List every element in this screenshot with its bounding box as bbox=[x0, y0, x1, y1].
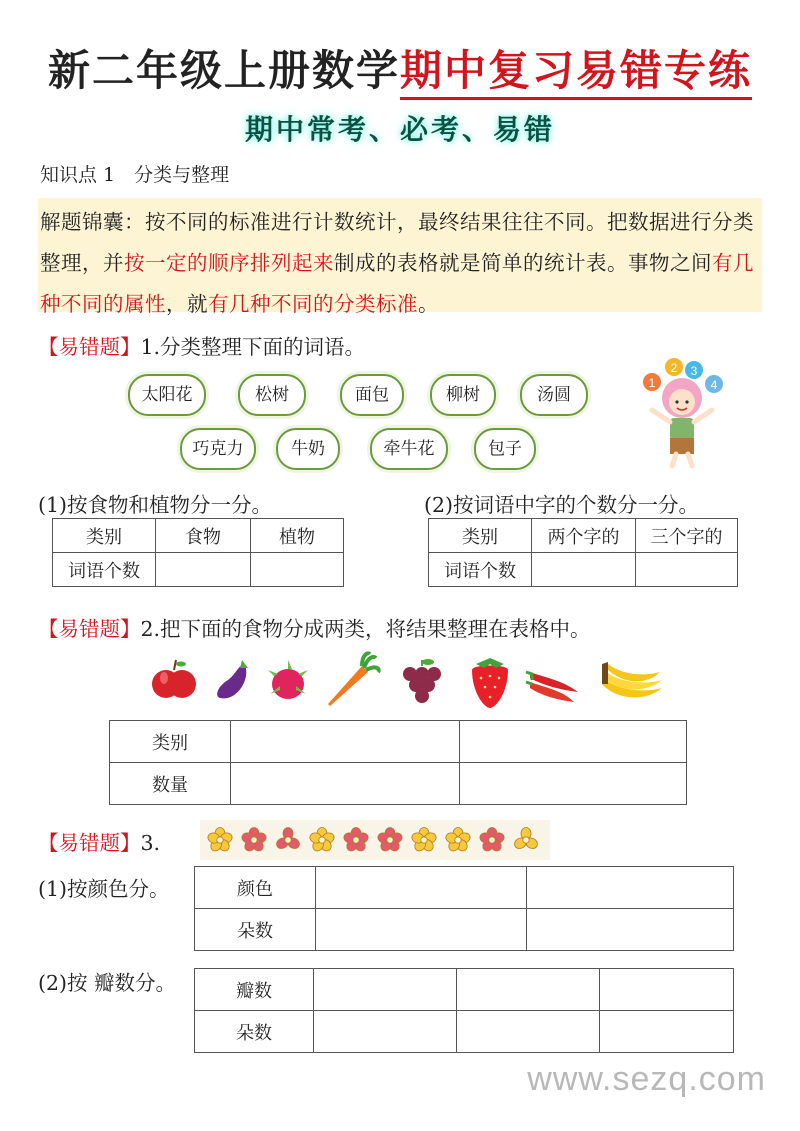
banana-icon bbox=[596, 654, 666, 706]
table-header: 类别 bbox=[53, 519, 156, 553]
flower-5-petal-icon bbox=[444, 826, 472, 854]
tip-text bbox=[40, 202, 764, 325]
word-cloud: 牛奶 bbox=[276, 428, 340, 470]
table-row-label: 瓣数 bbox=[195, 969, 314, 1011]
q3-heading bbox=[38, 826, 160, 856]
tip-part: 制成的表格就是简单的统计表。事物之间 bbox=[334, 251, 712, 275]
flower-3-petal-icon bbox=[512, 826, 540, 854]
flower-5-petal-icon bbox=[478, 826, 506, 854]
apple-icon bbox=[150, 656, 198, 704]
q1-part1-table bbox=[52, 518, 344, 587]
table-row-label: 类别 bbox=[110, 721, 231, 763]
knowledge-point-heading: 知识点 1 分类与整理 bbox=[40, 164, 230, 186]
table-row-label: 数量 bbox=[110, 763, 231, 805]
carrot-icon bbox=[322, 650, 382, 710]
table-header: 类别 bbox=[429, 519, 532, 553]
q2-tag: 【易错题】 bbox=[38, 617, 141, 641]
watermark: www.sezq.com bbox=[527, 1060, 766, 1098]
answer-cell[interactable] bbox=[527, 867, 734, 909]
answer-cell[interactable] bbox=[460, 763, 687, 805]
eggplant-icon bbox=[208, 656, 256, 704]
q3-part1-table bbox=[194, 866, 734, 951]
word-cloud: 牵牛花 bbox=[370, 428, 448, 470]
tip-highlight: 按一定的顺序排列起来 bbox=[124, 251, 334, 275]
word-cloud: 柳树 bbox=[430, 374, 496, 416]
table-row-label: 朵数 bbox=[195, 909, 316, 951]
q3-text: 3. bbox=[140, 831, 161, 855]
flower-3-petal-icon bbox=[274, 826, 302, 854]
q3-part2-label: (2)按 瓣数分。 bbox=[38, 971, 177, 995]
word-cloud: 太阳花 bbox=[128, 374, 206, 416]
page-title bbox=[0, 38, 800, 98]
q2-heading bbox=[38, 612, 591, 642]
q2-table bbox=[109, 720, 687, 805]
q1-tag: 【易错题】 bbox=[38, 335, 141, 359]
flower-strip bbox=[200, 820, 550, 860]
number-ball: 1 bbox=[648, 376, 656, 390]
word-cloud: 汤圆 bbox=[520, 374, 588, 416]
title-black: 新二年级上册数学 bbox=[47, 46, 400, 95]
word-cloud: 包子 bbox=[474, 428, 536, 470]
table-header: 两个字的 bbox=[532, 519, 636, 553]
tip-part: ，就 bbox=[166, 292, 208, 316]
q3-part2-table bbox=[194, 968, 734, 1053]
flower-5-petal-icon bbox=[410, 826, 438, 854]
q1-text: 1.分类整理下面的词语。 bbox=[140, 335, 366, 359]
answer-cell[interactable] bbox=[251, 553, 344, 587]
child-with-numbers-illustration bbox=[630, 358, 740, 470]
q1-part1-label: (1)按食物和植物分一分。 bbox=[38, 493, 273, 517]
grapes-icon bbox=[396, 656, 444, 704]
answer-cell[interactable] bbox=[457, 969, 600, 1011]
q3-part1-label: (1)按颜色分。 bbox=[38, 877, 170, 901]
strawberry-icon bbox=[466, 652, 514, 710]
table-header: 植物 bbox=[251, 519, 344, 553]
answer-cell[interactable] bbox=[314, 1011, 457, 1053]
number-ball: 3 bbox=[690, 364, 698, 378]
chili-icon bbox=[522, 658, 582, 706]
number-ball: 4 bbox=[710, 378, 718, 392]
answer-cell[interactable] bbox=[527, 909, 734, 951]
answer-cell[interactable] bbox=[231, 763, 460, 805]
table-header: 食物 bbox=[156, 519, 251, 553]
flower-5-petal-icon bbox=[240, 826, 268, 854]
word-cloud: 松树 bbox=[238, 374, 306, 416]
answer-cell[interactable] bbox=[460, 721, 687, 763]
answer-cell[interactable] bbox=[600, 969, 734, 1011]
answer-cell[interactable] bbox=[156, 553, 251, 587]
answer-cell[interactable] bbox=[314, 969, 457, 1011]
tip-highlight: 有几种不同的属性 bbox=[40, 251, 754, 316]
q3-tag: 【易错题】 bbox=[38, 831, 141, 855]
table-row-label: 颜色 bbox=[195, 867, 316, 909]
q2-text: 2.把下面的食物分成两类，将结果整理在表格中。 bbox=[140, 617, 591, 641]
flower-5-petal-icon bbox=[342, 826, 370, 854]
q1-part2-label: (2)按词语中字的个数分一分。 bbox=[424, 493, 700, 517]
answer-cell[interactable] bbox=[316, 909, 527, 951]
answer-cell[interactable] bbox=[457, 1011, 600, 1053]
dragon-fruit-icon bbox=[264, 656, 312, 704]
q1-heading bbox=[38, 330, 365, 360]
title-red: 期中复习易错专练 bbox=[400, 46, 752, 100]
table-row-label: 朵数 bbox=[195, 1011, 314, 1053]
word-cloud: 面包 bbox=[340, 374, 404, 416]
answer-cell[interactable] bbox=[532, 553, 636, 587]
answer-cell[interactable] bbox=[600, 1011, 734, 1053]
number-ball: 2 bbox=[670, 361, 678, 375]
tip-part: 解题锦囊：按不同的标准进行计数统计，最终结果往往不同。把数据进行分类整理，并 bbox=[40, 210, 754, 275]
flower-5-petal-icon bbox=[376, 826, 404, 854]
table-header: 三个字的 bbox=[636, 519, 738, 553]
flower-5-petal-icon bbox=[308, 826, 336, 854]
answer-cell[interactable] bbox=[231, 721, 460, 763]
answer-cell[interactable] bbox=[316, 867, 527, 909]
flower-5-petal-icon bbox=[206, 826, 234, 854]
q1-part2-table bbox=[428, 518, 738, 587]
page-subtitle: 期中常考、必考、易错 bbox=[244, 113, 555, 146]
tip-highlight: 有几种不同的分类标准 bbox=[208, 292, 418, 316]
table-row-label: 词语个数 bbox=[53, 553, 156, 587]
word-cloud: 巧克力 bbox=[180, 428, 256, 470]
tip-part: 。 bbox=[418, 292, 439, 316]
answer-cell[interactable] bbox=[636, 553, 738, 587]
table-row-label: 词语个数 bbox=[429, 553, 532, 587]
